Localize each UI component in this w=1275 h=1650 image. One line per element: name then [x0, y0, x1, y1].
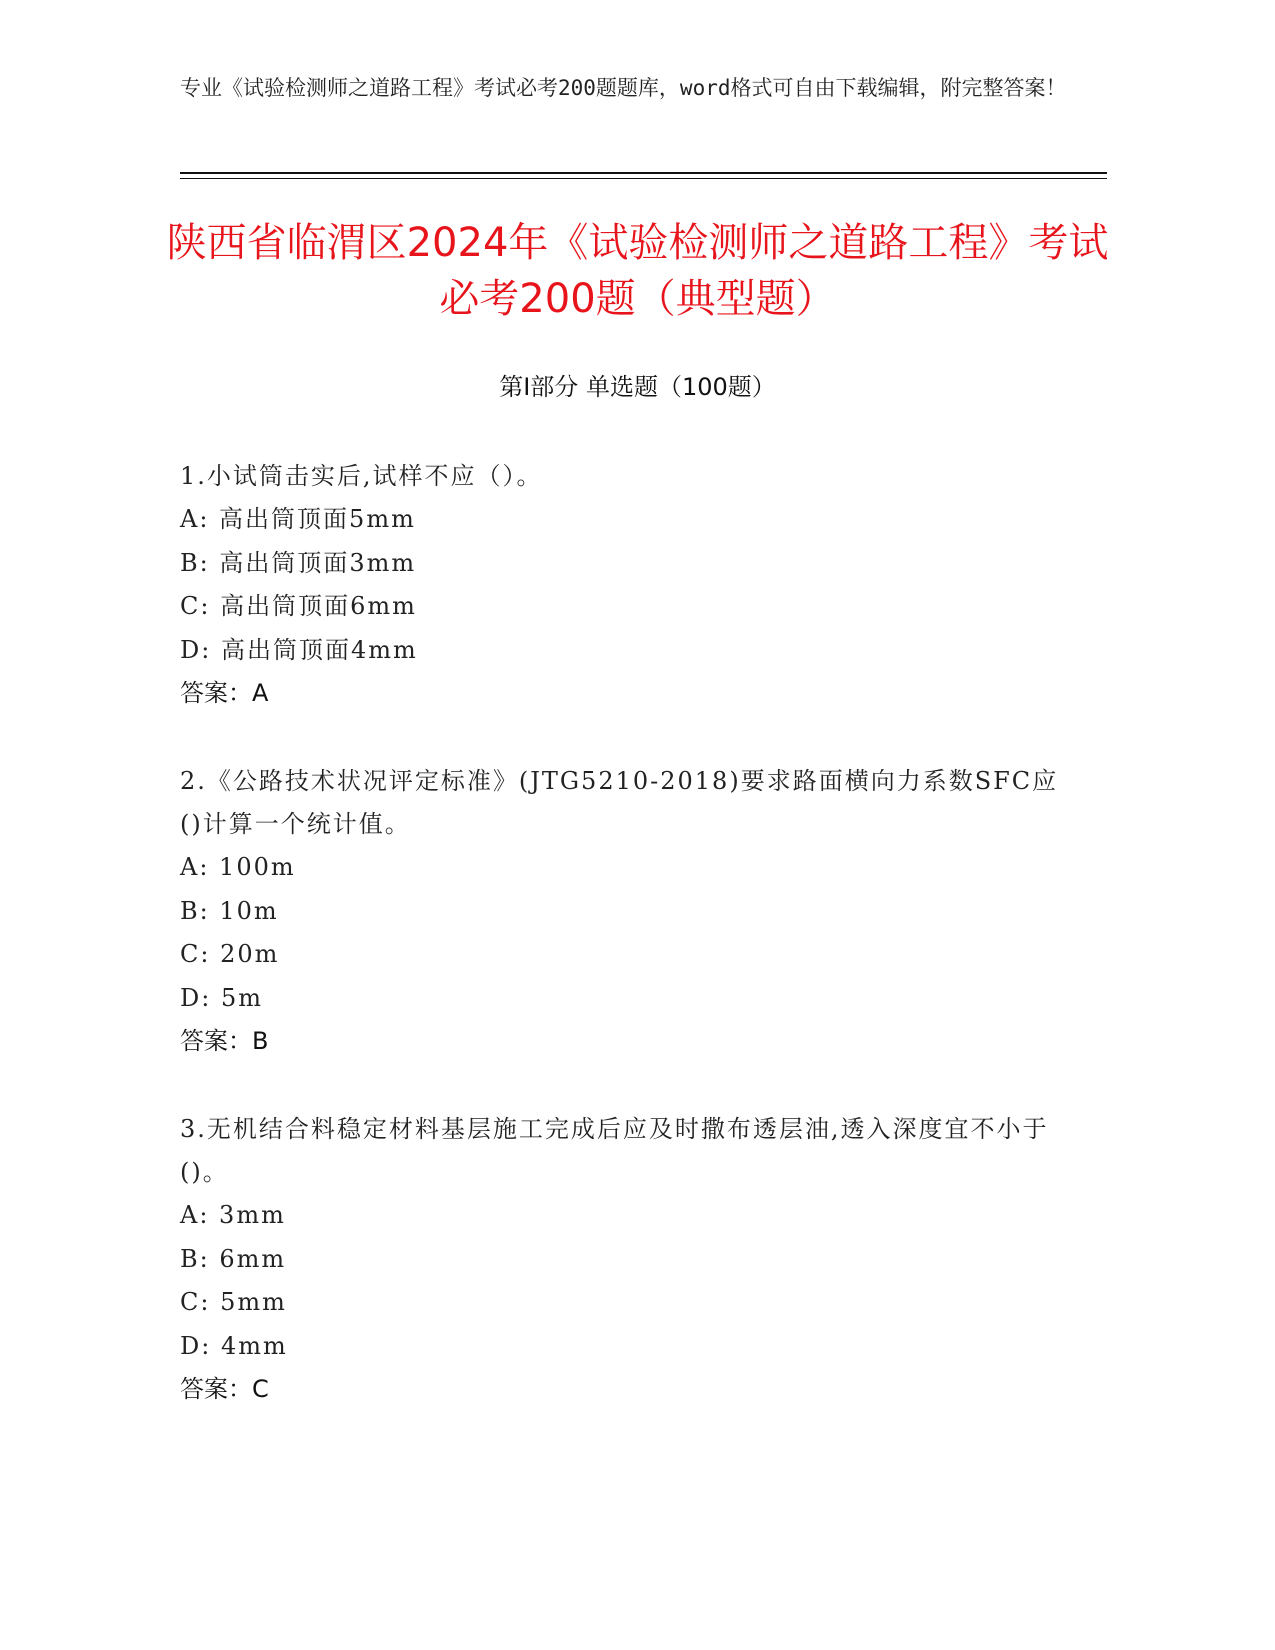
question-stem: 3.无机结合料稳定材料基层施工完成后应及时撒布透层油,透入深度宜不小于()。: [180, 1115, 1049, 1186]
option-c: C: 20m: [180, 940, 280, 968]
question-3: [180, 1108, 1080, 1411]
option-a: A: 100m: [180, 853, 296, 881]
header-note: 专业《试验检测师之道路工程》考试必考200题题库，word格式可自由下载编辑，附完整答案！: [180, 76, 1067, 100]
answer: 答案：C: [180, 1375, 269, 1403]
header-divider-thick: [180, 172, 1107, 174]
question-stem: 2.《公路技术状况评定标准》(JTG5210-2018)要求路面横向力系数SFC应()计算一个统计值。: [180, 767, 1059, 838]
question-1: [180, 455, 1080, 715]
option-a: A: 高出筒顶面5mm: [180, 505, 416, 533]
answer: 答案：A: [180, 679, 269, 707]
option-d: D: 5m: [180, 983, 263, 1012]
option-d: D: 高出筒顶面4mm: [180, 635, 418, 664]
option-c: C: 5mm: [180, 1288, 287, 1316]
answer: 答案：B: [180, 1027, 269, 1055]
option-b: B: 6mm: [180, 1244, 287, 1273]
section-heading: 第I部分 单选题（100题）: [499, 373, 776, 401]
header-divider-thin: [180, 178, 1107, 179]
option-c: C: 高出筒顶面6mm: [180, 592, 417, 620]
option-a: A: 3mm: [180, 1201, 286, 1229]
question-stem: 1.小试筒击实后,试样不应（）。: [180, 462, 543, 490]
option-b: B: 10m: [180, 896, 279, 925]
question-2: [180, 760, 1080, 1063]
option-d: D: 4mm: [180, 1331, 288, 1360]
option-b: B: 高出筒顶面3mm: [180, 548, 417, 577]
document-title: 陕西省临渭区2024年《试验检测师之道路工程》考试必考200题（典型题）: [166, 220, 1109, 322]
